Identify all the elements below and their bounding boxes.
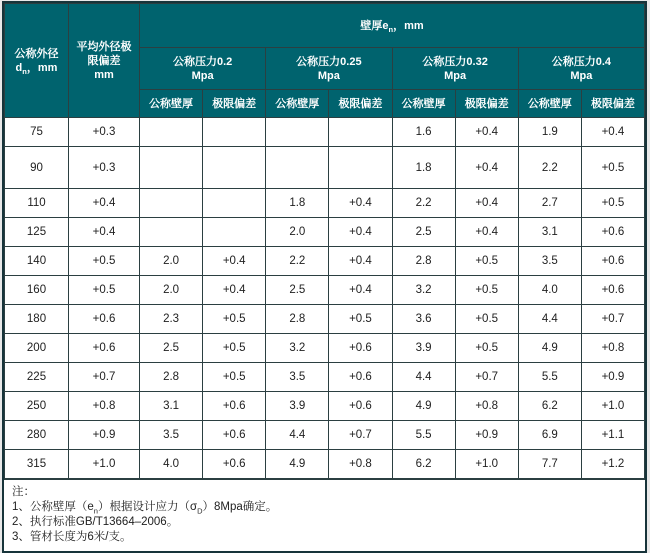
value-cell: 3.9 bbox=[266, 392, 329, 421]
value-cell bbox=[203, 218, 266, 247]
value-cell: +0.6 bbox=[329, 334, 392, 363]
value-cell: 2.0 bbox=[140, 247, 203, 276]
value-cell: +0.6 bbox=[581, 276, 644, 305]
value-cell: +0.4 bbox=[203, 276, 266, 305]
value-cell: +0.5 bbox=[203, 334, 266, 363]
value-cell bbox=[140, 118, 203, 147]
table-row bbox=[5, 118, 645, 147]
value-cell: 4.4 bbox=[266, 421, 329, 450]
dn-cell: 200 bbox=[5, 334, 69, 363]
avg-dev-cell: +0.6 bbox=[69, 305, 140, 334]
dn-cell: 140 bbox=[5, 247, 69, 276]
value-cell: 2.3 bbox=[140, 305, 203, 334]
table-row bbox=[5, 392, 645, 421]
value-cell: +0.8 bbox=[329, 450, 392, 479]
table-body bbox=[5, 118, 645, 479]
avg-dev-cell: +0.5 bbox=[69, 276, 140, 305]
value-cell: +0.4 bbox=[581, 118, 644, 147]
table-row bbox=[5, 218, 645, 247]
value-cell: +0.5 bbox=[581, 147, 644, 189]
value-cell bbox=[329, 118, 392, 147]
avg-dev-cell: +0.9 bbox=[69, 421, 140, 450]
value-cell bbox=[329, 147, 392, 189]
value-cell: 3.5 bbox=[140, 421, 203, 450]
value-cell: +0.7 bbox=[329, 421, 392, 450]
avg-dev-cell: +0.4 bbox=[69, 218, 140, 247]
avg-dev-cell: +0.3 bbox=[69, 118, 140, 147]
value-cell: 1.8 bbox=[266, 189, 329, 218]
value-cell: 2.2 bbox=[266, 247, 329, 276]
value-cell: +0.5 bbox=[329, 305, 392, 334]
value-cell: +0.4 bbox=[329, 247, 392, 276]
value-cell: 3.5 bbox=[266, 363, 329, 392]
avg-dev-cell: +1.0 bbox=[69, 450, 140, 479]
header-outer-diameter-line2: $d_n$，mm bbox=[15, 61, 58, 76]
table-row bbox=[5, 334, 645, 363]
value-cell: 3.2 bbox=[392, 276, 455, 305]
value-cell: +1.0 bbox=[581, 392, 644, 421]
header-limit-deviation: 极限偏差 bbox=[581, 90, 644, 118]
dn-cell: 250 bbox=[5, 392, 69, 421]
value-cell: +0.6 bbox=[203, 421, 266, 450]
value-cell: +0.5 bbox=[581, 189, 644, 218]
value-cell bbox=[266, 118, 329, 147]
header-wall-thickness: 壁厚$e_n$，mm bbox=[140, 4, 645, 48]
value-cell: +0.7 bbox=[455, 363, 518, 392]
dn-cell: 125 bbox=[5, 218, 69, 247]
value-cell: +1.1 bbox=[581, 421, 644, 450]
value-cell: 7.7 bbox=[518, 450, 581, 479]
value-cell: 5.5 bbox=[392, 421, 455, 450]
header-avg-tolerance bbox=[69, 4, 140, 118]
table-row bbox=[5, 450, 645, 479]
value-cell: 2.0 bbox=[266, 218, 329, 247]
table-row bbox=[5, 363, 645, 392]
value-cell: 2.2 bbox=[518, 147, 581, 189]
value-cell: 4.0 bbox=[518, 276, 581, 305]
avg-dev-cell: +0.5 bbox=[69, 247, 140, 276]
table-header bbox=[5, 4, 645, 118]
dn-cell: 160 bbox=[5, 276, 69, 305]
value-cell: +0.4 bbox=[455, 218, 518, 247]
value-cell: +0.4 bbox=[455, 147, 518, 189]
value-cell: 3.6 bbox=[392, 305, 455, 334]
value-cell: +0.5 bbox=[455, 305, 518, 334]
dn-cell: 75 bbox=[5, 118, 69, 147]
note-item: 1、公称壁厚$(e_n)$根据设计应力$(\sigma_D)8Mpa$确定。 bbox=[12, 501, 278, 516]
value-cell: 2.5 bbox=[140, 334, 203, 363]
header-outer-diameter bbox=[5, 4, 69, 118]
header-avg-tolerance-line1: 平均外径极 bbox=[76, 40, 132, 53]
value-cell: +0.4 bbox=[329, 276, 392, 305]
value-cell: +0.4 bbox=[329, 189, 392, 218]
value-cell: 4.0 bbox=[140, 450, 203, 479]
value-cell: 2.2 bbox=[392, 189, 455, 218]
value-cell bbox=[140, 218, 203, 247]
value-cell: +0.4 bbox=[203, 247, 266, 276]
value-cell: 6.2 bbox=[392, 450, 455, 479]
value-cell: 3.5 bbox=[518, 247, 581, 276]
value-cell: 3.9 bbox=[392, 334, 455, 363]
avg-dev-cell: +0.3 bbox=[69, 147, 140, 189]
table-row bbox=[5, 276, 645, 305]
value-cell: 6.2 bbox=[518, 392, 581, 421]
header-limit-deviation: 极限偏差 bbox=[203, 90, 266, 118]
value-cell: 2.5 bbox=[392, 218, 455, 247]
header-limit-deviation: 极限偏差 bbox=[329, 90, 392, 118]
value-cell: +0.9 bbox=[455, 421, 518, 450]
value-cell: +0.6 bbox=[329, 392, 392, 421]
header-outer-diameter-line1: 公称外径 bbox=[14, 47, 59, 60]
table-row bbox=[5, 305, 645, 334]
table-row bbox=[5, 147, 645, 189]
value-cell: 4.9 bbox=[266, 450, 329, 479]
value-cell: +0.4 bbox=[329, 218, 392, 247]
avg-dev-cell: +0.6 bbox=[69, 334, 140, 363]
dn-cell: 90 bbox=[5, 147, 69, 189]
value-cell: 5.5 bbox=[518, 363, 581, 392]
header-nominal-thickness: 公称壁厚 bbox=[518, 90, 581, 118]
value-cell: +1.2 bbox=[581, 450, 644, 479]
dn-cell: 225 bbox=[5, 363, 69, 392]
value-cell: 2.8 bbox=[266, 305, 329, 334]
avg-dev-cell: +0.7 bbox=[69, 363, 140, 392]
header-pressure-0-25: 公称压力0.25 Mpa bbox=[266, 48, 392, 90]
value-cell: 2.8 bbox=[140, 363, 203, 392]
avg-dev-cell: +0.8 bbox=[69, 392, 140, 421]
value-cell: 2.8 bbox=[392, 247, 455, 276]
note-item: 3、管材长度为6米/支。 bbox=[12, 531, 132, 543]
table-row bbox=[5, 189, 645, 218]
value-cell: +0.5 bbox=[455, 247, 518, 276]
value-cell: 2.7 bbox=[518, 189, 581, 218]
header-pressure-0-2: 公称压力0.2 Mpa bbox=[140, 48, 266, 90]
header-pressure-0-4: 公称压力0.4 Mpa bbox=[518, 48, 644, 90]
value-cell: 3.1 bbox=[518, 218, 581, 247]
value-cell: +0.6 bbox=[581, 247, 644, 276]
value-cell bbox=[203, 147, 266, 189]
notes-title: 注： bbox=[12, 486, 35, 498]
value-cell: +0.8 bbox=[455, 392, 518, 421]
value-cell: +0.5 bbox=[455, 334, 518, 363]
value-cell: +0.6 bbox=[329, 363, 392, 392]
value-cell: 4.4 bbox=[518, 305, 581, 334]
value-cell: +0.4 bbox=[455, 189, 518, 218]
value-cell: +0.5 bbox=[455, 276, 518, 305]
value-cell: 1.8 bbox=[392, 147, 455, 189]
value-cell: 1.6 bbox=[392, 118, 455, 147]
header-limit-deviation: 极限偏差 bbox=[455, 90, 518, 118]
note-item: 2、执行标准GB/T13664–2006。 bbox=[12, 516, 179, 528]
value-cell bbox=[266, 147, 329, 189]
value-cell: +0.4 bbox=[455, 118, 518, 147]
notes-section bbox=[4, 479, 645, 551]
value-cell: +0.9 bbox=[581, 363, 644, 392]
header-avg-tolerance-line3: mm bbox=[94, 68, 114, 81]
value-cell: +0.8 bbox=[581, 334, 644, 363]
table-row bbox=[5, 247, 645, 276]
value-cell: +0.5 bbox=[203, 305, 266, 334]
value-cell: +0.6 bbox=[203, 450, 266, 479]
pipe-spec-table-frame bbox=[2, 1, 647, 553]
notes-list bbox=[12, 500, 637, 545]
dn-cell: 315 bbox=[5, 450, 69, 479]
value-cell bbox=[140, 147, 203, 189]
value-cell: 4.9 bbox=[518, 334, 581, 363]
header-nominal-thickness: 公称壁厚 bbox=[266, 90, 329, 118]
value-cell: 2.0 bbox=[140, 276, 203, 305]
value-cell: +0.5 bbox=[203, 363, 266, 392]
value-cell: 3.1 bbox=[140, 392, 203, 421]
value-cell: 6.9 bbox=[518, 421, 581, 450]
header-avg-tolerance-line2: 限偏差 bbox=[87, 54, 121, 67]
header-pressure-0-32: 公称压力0.32 Mpa bbox=[392, 48, 518, 90]
value-cell: +0.6 bbox=[581, 218, 644, 247]
dn-cell: 280 bbox=[5, 421, 69, 450]
value-cell bbox=[203, 189, 266, 218]
header-nominal-thickness: 公称壁厚 bbox=[140, 90, 203, 118]
value-cell: 3.2 bbox=[266, 334, 329, 363]
value-cell bbox=[140, 189, 203, 218]
header-nominal-thickness: 公称壁厚 bbox=[392, 90, 455, 118]
value-cell: +1.0 bbox=[455, 450, 518, 479]
table-row bbox=[5, 421, 645, 450]
value-cell: 4.4 bbox=[392, 363, 455, 392]
avg-dev-cell: +0.4 bbox=[69, 189, 140, 218]
value-cell: 4.9 bbox=[392, 392, 455, 421]
value-cell: 2.5 bbox=[266, 276, 329, 305]
value-cell: 1.9 bbox=[518, 118, 581, 147]
dn-cell: 180 bbox=[5, 305, 69, 334]
dn-cell: 110 bbox=[5, 189, 69, 218]
value-cell bbox=[203, 118, 266, 147]
pipe-spec-table bbox=[4, 3, 645, 479]
value-cell: +0.7 bbox=[581, 305, 644, 334]
value-cell: +0.6 bbox=[203, 392, 266, 421]
